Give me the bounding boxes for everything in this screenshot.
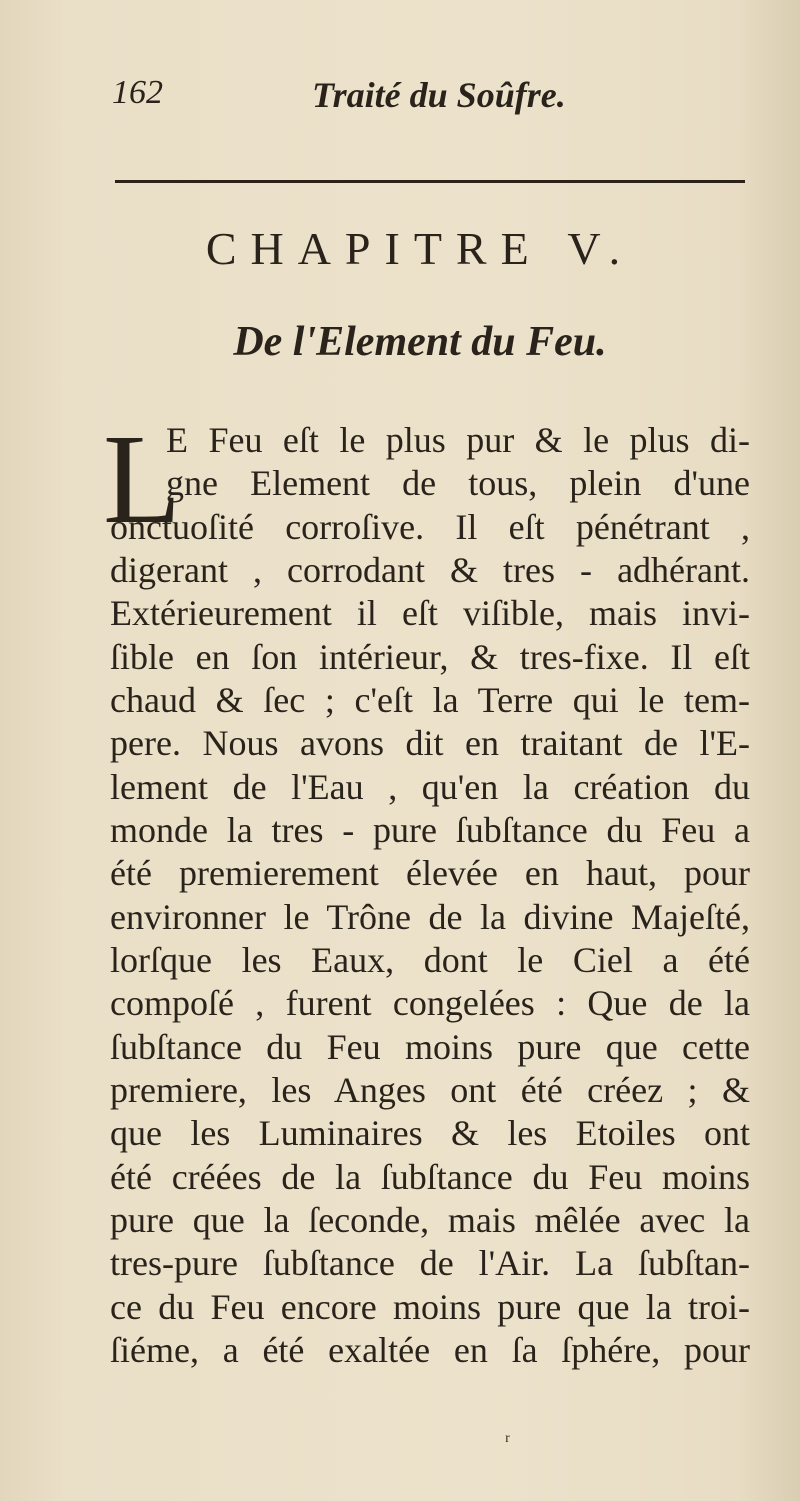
text-line: tres-pure ſubſtance de l'Air. La ſubſtan-	[110, 1243, 750, 1283]
text-line: lement de l'Eau , qu'en la création du	[110, 767, 750, 807]
text-line: ſible en ſon intérieur, & tres-fixe. Il eſt	[110, 637, 750, 677]
text-line: gne Element de tous, plein d'une	[166, 463, 750, 503]
text-line: que les Luminaires & les Etoiles ont	[110, 1113, 750, 1153]
text-line: pure que la ſeconde, mais mêlée avec la	[110, 1200, 750, 1240]
text-line: environner le Trône de la divine Majeſté,	[110, 897, 750, 937]
text-line: ſubſtance du Feu moins pure que cette	[110, 1027, 750, 1067]
text-line: monde la tres - pure ſubſtance du Feu a	[110, 810, 750, 850]
text-line: E Feu eſt le plus pur & le plus di-	[166, 420, 750, 460]
text-line: Extérieurement il eſt viſible, mais invi-	[110, 593, 750, 633]
text-line: onctuoſité corroſive. Il eſt pénétrant ,	[110, 507, 750, 547]
text-line: lorſque les Eaux, dont le Ciel a été	[110, 940, 750, 980]
text-line: pere. Nous avons dit en traitant de l'E-	[110, 723, 750, 763]
text-line: chaud & ſec ; c'eſt la Terre qui le tem-	[110, 680, 750, 720]
page-number: 162	[112, 74, 163, 111]
running-title: Traité du Soûfre.	[312, 75, 566, 115]
text-line: compoſé , furent congelées : Que de la	[110, 983, 750, 1023]
text-line: été créées de la ſubſtance du Feu moins	[110, 1157, 750, 1197]
text-line: digerant , corrodant & tres - adhérant.	[110, 550, 750, 590]
drop-cap: L	[103, 408, 182, 550]
ink-mark: ʳ	[505, 1428, 510, 1453]
section-title: De l'Element du Feu.	[233, 319, 607, 365]
text-line: ſiéme, a été exaltée en ſa ſphére, pour	[110, 1330, 750, 1370]
text-line: premiere, les Anges ont été créez ; &	[110, 1070, 750, 1110]
text-line: été premierement élevée en haut, pour	[110, 853, 750, 893]
header-rule	[115, 180, 745, 183]
page-header	[112, 70, 752, 120]
text-line: ce du Feu encore moins pure que la troi-	[110, 1287, 750, 1327]
chapter-title: CHAPITRE V.	[205, 223, 635, 274]
